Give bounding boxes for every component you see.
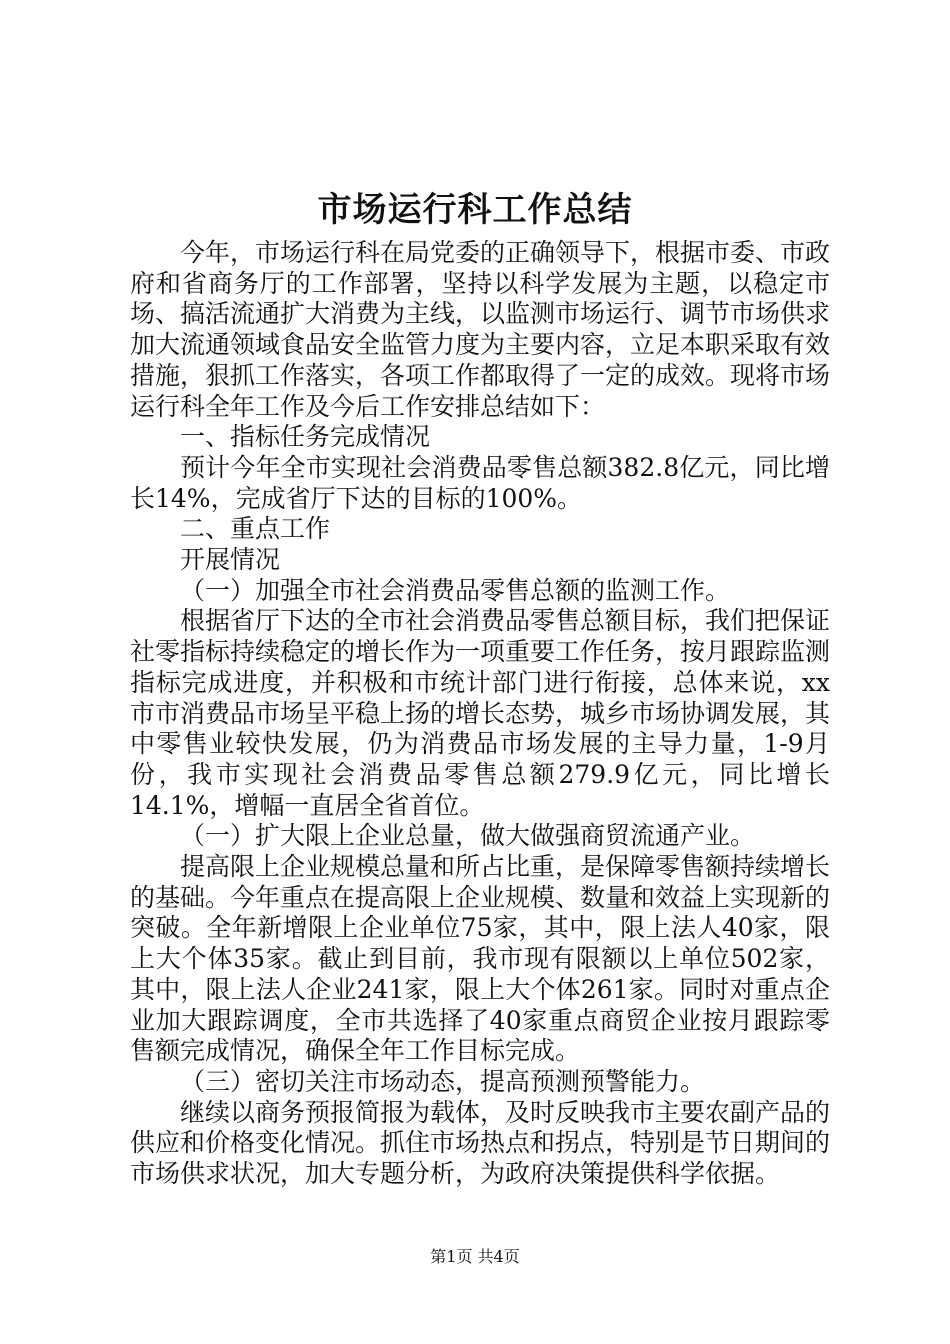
body-paragraph: 根据省厅下达的全市社会消费品零售总额目标，我们把保证社零指标持续稳定的增长作为一项重要工作任务，按月跟踪监测指标完成进度，并积极和市统计部门进行衔接，总体来说，xx市市消费品市场呈平稳上扬的增长态势，城乡市场协调发展，其中零售业较快发展，仍为消费品市场发展的主导力量，1-9月份，我市实现社会消费品零售总额279.9亿元，同比增长14.1%，增幅一直居全省首位。 [130, 606, 831, 820]
document-title: 市场运行科工作总结 [317, 190, 633, 230]
subsection-heading-2: （一）扩大限上企业总量，做大做强商贸流通产业。 [180, 821, 756, 851]
intro-paragraph: 今年，市场运行科在局党委的正确领导下，根据市委、市政府和省商务厅的工作部署，坚持以科学发展为主题，以稳定市场、搞活流通扩大消费为主线，以监测市场运行、调节市场供求加大流通领域食品安全监管力度为主要内容，立足本职采取有效措施，狠抓工作落实，各项工作都取得了一定的成效。现将市场运行科全年工作及今后工作安排总结如下： [130, 238, 831, 421]
body-paragraph: 预计今年全市实现社会消费品零售总额382.8亿元，同比增长14%，完成省厅下达的目标的100%。 [130, 452, 830, 513]
section-heading-2-continued: 开展情况 [180, 545, 281, 575]
body-paragraph: 提高限上企业规模总量和所占比重，是保障零售额持续增长的基础。今年重点在提高限上企业规模、数量和效益上实现新的突破。全年新增限上企业单位75家，其中，限上法人40家，限上大个体35家。截止到目前，我市现有限额以上单位502家，其中，限上法人企业241家，限上大个体261家。同时对重点企业加大跟踪调度，全市共选择了40家重点商贸企业按月跟踪零售额完成情况，确保全年工作目标完成。 [130, 852, 831, 1066]
page-footer: 第1页 共4页 [430, 1247, 520, 1266]
section-heading-1: 一、指标任务完成情况 [180, 422, 431, 452]
subsection-heading-3: （三）密切关注市场动态，提高预测预警能力。 [180, 1066, 706, 1096]
subsection-heading-1: （一）加强全市社会消费品零售总额的监测工作。 [180, 575, 731, 605]
body-paragraph: 继续以商务预报简报为载体，及时反映我市主要农副产品的供应和价格变化情况。抓住市场热点和拐点，特别是节日期间的市场供求状况，加大专题分析，为政府决策提供科学依据。 [130, 1097, 831, 1189]
section-heading-2: 二、重点工作 [180, 514, 331, 544]
document-body [130, 238, 830, 1190]
